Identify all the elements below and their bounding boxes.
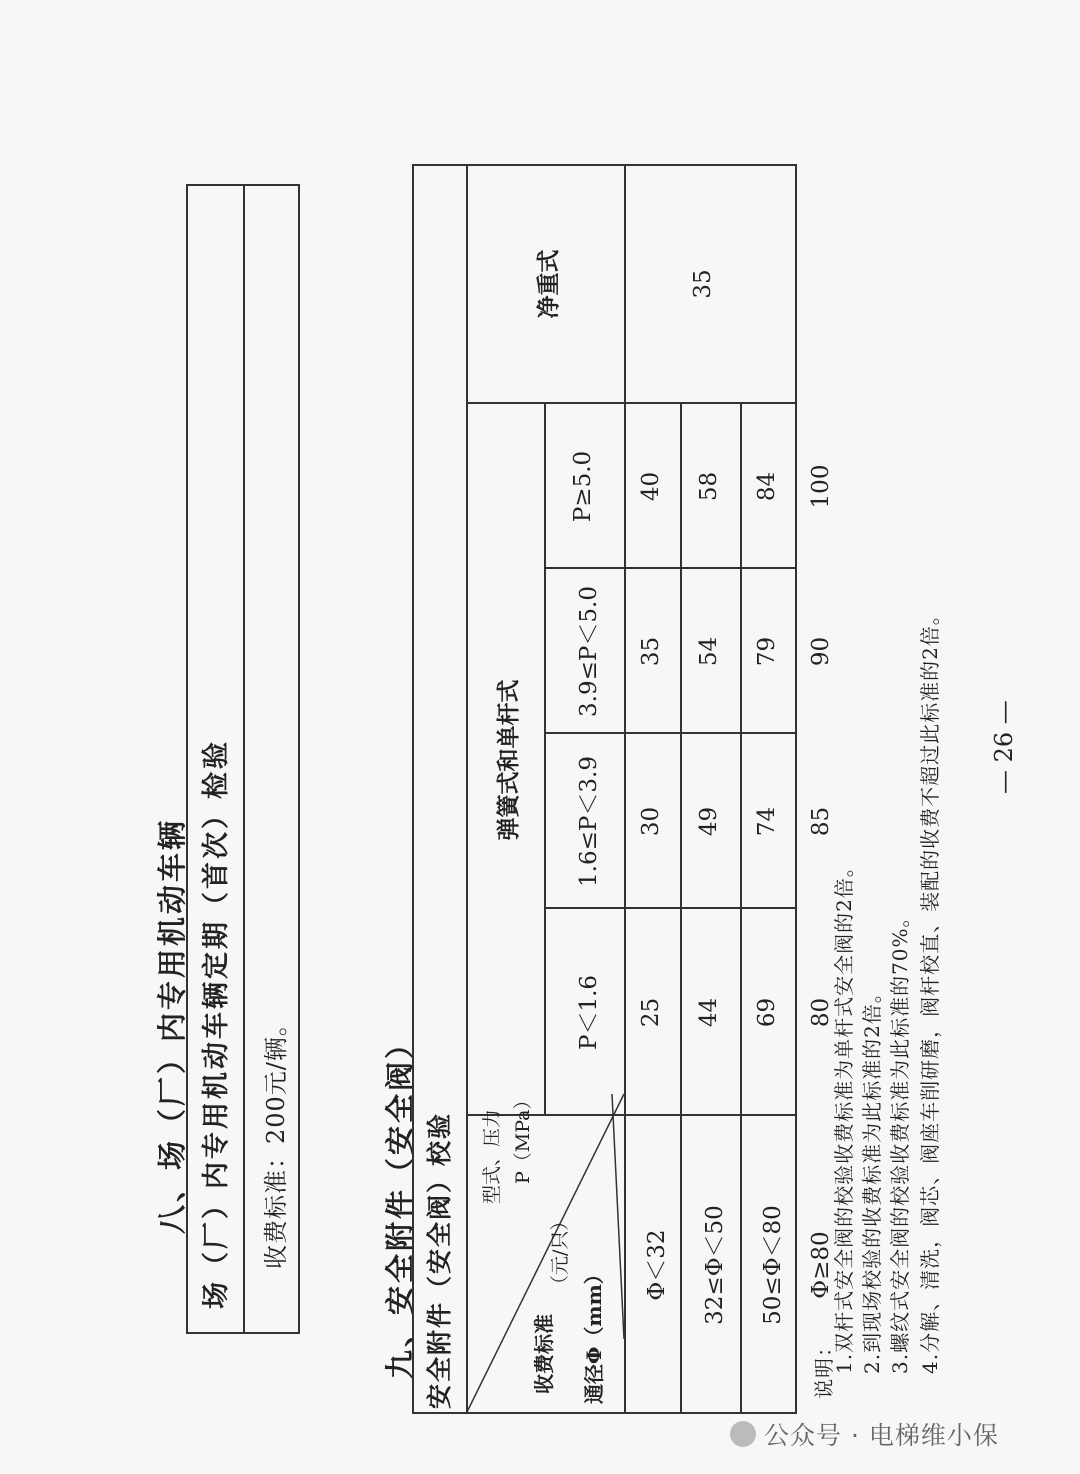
pressure-col-header: 3.9≤P＜5.0 — [576, 586, 602, 717]
fee-cell: 49 — [696, 806, 722, 837]
diameter-cell: 50≤Φ＜80 — [760, 1205, 786, 1325]
fee-cell: 69 — [754, 997, 780, 1028]
fee-cell: 54 — [696, 636, 722, 667]
section-8-table-title: 场（厂）内专用机动车辆定期（首次）检验 — [201, 739, 232, 1309]
wechat-logo-icon — [730, 1421, 756, 1447]
corner-pressure-label: P（MPa） — [512, 1090, 534, 1184]
note-item: 2.到现场校验的收费标准为此标准的2倍。 — [860, 982, 884, 1374]
fee-cell: 44 — [696, 997, 722, 1028]
fee-cell: 35 — [638, 636, 664, 667]
fee-cell: 79 — [754, 636, 780, 667]
corner-unit-label: （元/只） — [549, 1211, 571, 1294]
diameter-cell: 32≤Φ＜50 — [702, 1205, 728, 1325]
notes-title: 说明： — [812, 1336, 836, 1399]
fee-cell: 80 — [808, 997, 834, 1028]
watermark — [730, 1416, 999, 1452]
corner-diameter-label: 通径Φ（mm） — [582, 1264, 606, 1404]
note-item: 1.双杆式安全阀的校验收费标准为单杆式安全阀的2倍。 — [832, 856, 856, 1374]
diameter-cell: Φ≥80 — [808, 1231, 834, 1299]
note-item: 3.螺纹式安全阀的校验收费标准为此标准的70%。 — [888, 906, 912, 1374]
section-9-table-title: 安全附件（安全阀）校验 — [425, 1111, 454, 1409]
weight-type-header: 净重式 — [535, 249, 562, 319]
fee-cell: 85 — [808, 806, 834, 837]
section-9-heading: 九、安全附件（安全阀） — [383, 1026, 417, 1379]
watermark-text: 公众号 · 电梯维小保 — [764, 1421, 999, 1450]
fee-cell: 84 — [754, 471, 780, 502]
pressure-col-header: 1.6≤P＜3.9 — [576, 756, 602, 887]
fee-cell: 58 — [696, 471, 722, 502]
page-number: — 26 — — [990, 700, 1018, 794]
pressure-col-header: P≥5.0 — [570, 450, 596, 523]
note-item: 4.分解、清洗，阀芯、阀座车削研磨，阀杆校直、装配的收费不超过此标准的2倍。 — [918, 604, 942, 1374]
fee-cell: 100 — [808, 464, 834, 509]
fee-cell: 25 — [638, 997, 664, 1028]
fee-cell: 90 — [808, 636, 834, 667]
fee-cell: 74 — [754, 806, 780, 837]
section-8-heading: 八、场（厂）内专用机动车辆 — [155, 817, 189, 1234]
spring-type-header: 弹簧式和单杆式 — [495, 679, 522, 841]
fee-cell: 30 — [638, 806, 664, 837]
pressure-col-header: P＜1.6 — [576, 974, 602, 1051]
diameter-cell: Φ＜32 — [644, 1229, 670, 1301]
fee-cell: 40 — [638, 471, 664, 502]
corner-type-label: 型式、压力 — [481, 1108, 503, 1204]
corner-fee-label: 收费标准 — [532, 1314, 556, 1394]
weight-type-value: 35 — [690, 269, 716, 299]
section-8-fee: 收费标准：200元/辆。 — [262, 1011, 290, 1269]
